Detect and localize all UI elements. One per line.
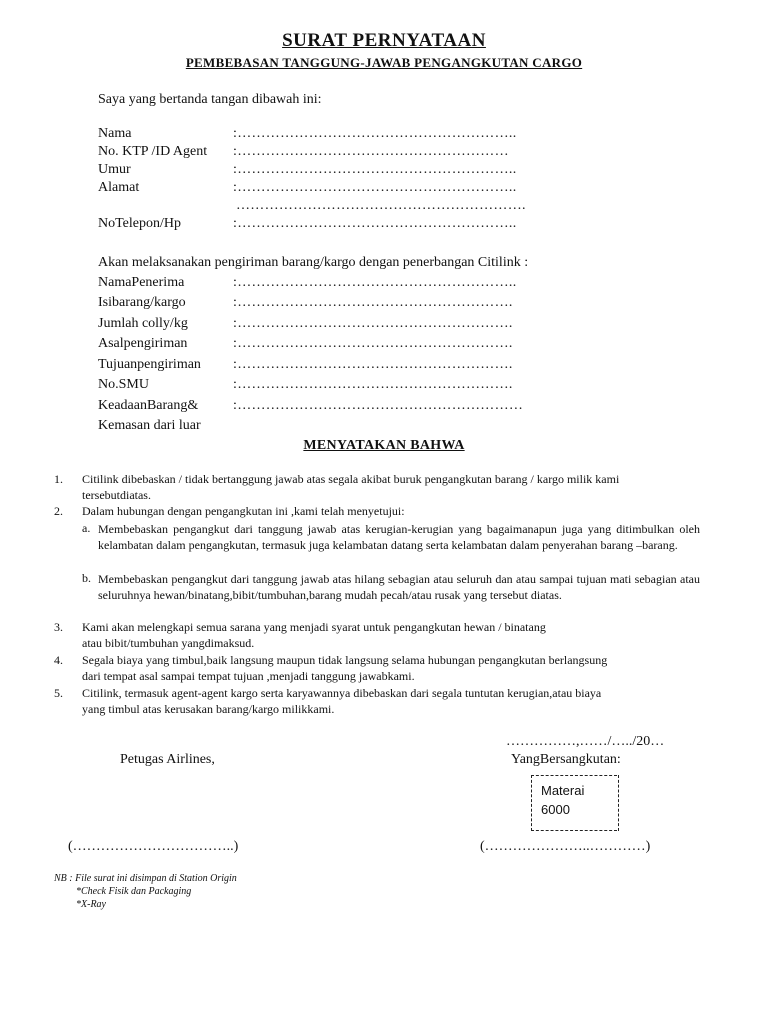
field-label-telepon: NoTelepon/Hp (98, 216, 182, 231)
statement-4-line-2: dari tempat asal sampai tempat tujuan ,menjadi tanggung jawabkami. (82, 669, 415, 683)
statement-3-number: 3. (54, 620, 63, 634)
field-value-tujuan: :…………………………………………………. (233, 357, 513, 372)
statement-2-line-1: Dalam hubungan dengan pengangkutan ini ,kami telah menyetujui: (82, 504, 405, 518)
field-label-jumlah-colly: Jumlah colly/kg (98, 316, 188, 331)
field-value-jumlah-colly: :…………………………………………………. (233, 316, 513, 331)
meterai-stamp-box (531, 775, 619, 831)
note-line-1: NB : File surat ini disimpan di Station Origin (54, 873, 237, 884)
field-label-isi-barang: Isibarang/kargo (98, 295, 186, 310)
statement-5-line-2: yang timbul atas kerusakan barang/kargo milikkami. (82, 702, 335, 716)
field-label-keadaan: KeadaanBarang& (98, 398, 199, 413)
statement-2a-letter: a. (82, 521, 91, 535)
intro-text: Saya yang bertanda tangan dibawah ini: (98, 92, 322, 107)
field-label-penerima: NamaPenerima (98, 275, 185, 290)
declarant-label: YangBersangkutan: (511, 752, 621, 767)
shipment-intro-text: Akan melaksanakan pengiriman barang/kargo dengan penerbangan Citilink : (98, 255, 529, 270)
field-value-telepon: :………………………………………………….. (233, 216, 517, 231)
field-label-kemasan: Kemasan dari luar (98, 418, 201, 433)
meterai-amount: 6000 (541, 802, 570, 817)
airlines-officer-label: Petugas Airlines, (120, 752, 215, 767)
date-line: ……………,……/…../20… (506, 734, 665, 749)
meterai-stamp-text (541, 781, 584, 819)
statement-2a-text: Membebaskan pengangkut dari tanggung jawab atas kerugian-kerugian yang bagaimanapun juga yang ditimbulkan oleh kelambatan dalam pengangkutan, termasuk juga kelambatan datang serta kelambatan dalam penyerahan barang –barang. (98, 522, 700, 552)
field-label-alamat: Alamat (98, 180, 140, 195)
statement-3-line-1: Kami akan melengkapi semua sarana yang menjadi syarat untuk pengangkutan hewan / binatang (82, 620, 546, 634)
field-label-umur: Umur (98, 162, 131, 177)
statement-1-number: 1. (54, 472, 63, 486)
airlines-officer-signature: (……………………………..) (68, 839, 239, 854)
field-value-isi-barang: :…………………………………………………. (233, 295, 513, 310)
field-value-alamat: :………………………………………………….. (233, 180, 517, 195)
document-title: SURAT PERNYATAAN (282, 30, 486, 51)
statement-1-line-2: tersebutdiatas. (82, 488, 151, 502)
declaration-heading: MENYATAKAN BAHWA (303, 438, 465, 453)
statement-1-line-1: Citilink dibebaskan / tidak bertanggung jawab atas segala akibat buruk pengangkutan barang / kargo milik kami (82, 472, 620, 486)
field-label-asal: Asalpengiriman (98, 336, 188, 351)
statement-4-number: 4. (54, 653, 63, 667)
document-subtitle: PEMBEBASAN TANGGUNG-JAWAB PENGANGKUTAN CARGO (185, 55, 583, 70)
field-value-asal: :…………………………………………………. (233, 336, 513, 351)
field-value-nama: :………………………………………………….. (233, 126, 517, 141)
field-value-umur: :………………………………………………….. (233, 162, 517, 177)
statement-4-line-1: Segala biaya yang timbul,baik langsung maupun tidak langsung selama hubungan pengangkutan berlangsung (82, 653, 608, 667)
meterai-label: Materai (541, 783, 585, 798)
field-label-tujuan: Tujuanpengiriman (98, 357, 201, 372)
field-value-penerima: :………………………………………………….. (233, 275, 517, 290)
statement-5-number: 5. (54, 686, 63, 700)
note-line-2: *Check Fisik dan Packaging (76, 886, 192, 897)
statement-2-number: 2. (54, 504, 63, 518)
field-label-nama: Nama (98, 126, 132, 141)
field-label-ktp: No. KTP /ID Agent (98, 144, 208, 159)
declarant-signature: (…………………..…………) (480, 839, 651, 854)
statement-5-line-1: Citilink, termasuk agent-agent kargo serta karyawannya dibebaskan dari segala tuntutan kerugian,atau biaya (82, 686, 602, 700)
note-line-3: *X-Ray (76, 899, 106, 910)
field-value-smu: :…………………………………………………. (233, 377, 513, 392)
field-value-keadaan: :…………………………………………………… (233, 398, 524, 413)
field-label-smu: No.SMU (98, 377, 149, 392)
field-value-alamat-2: ……………………………………………………. (236, 198, 526, 213)
statement-2b-text: Membebaskan pengangkut dari tanggung jawab atas hilang sebagian atau seluruh dan atau sampai tujuan mati sebagian atau seluruhnya hewan/binatang,bibit/tumbuhan,barang mudah pecah/atau rusak yang tersebut diatas. (98, 572, 700, 602)
field-value-ktp: :………………………………………………… (233, 144, 509, 159)
statement-2b-letter: b. (82, 571, 91, 585)
statement-3-line-2: atau bibit/tumbuhan yangdimaksud. (82, 636, 255, 650)
